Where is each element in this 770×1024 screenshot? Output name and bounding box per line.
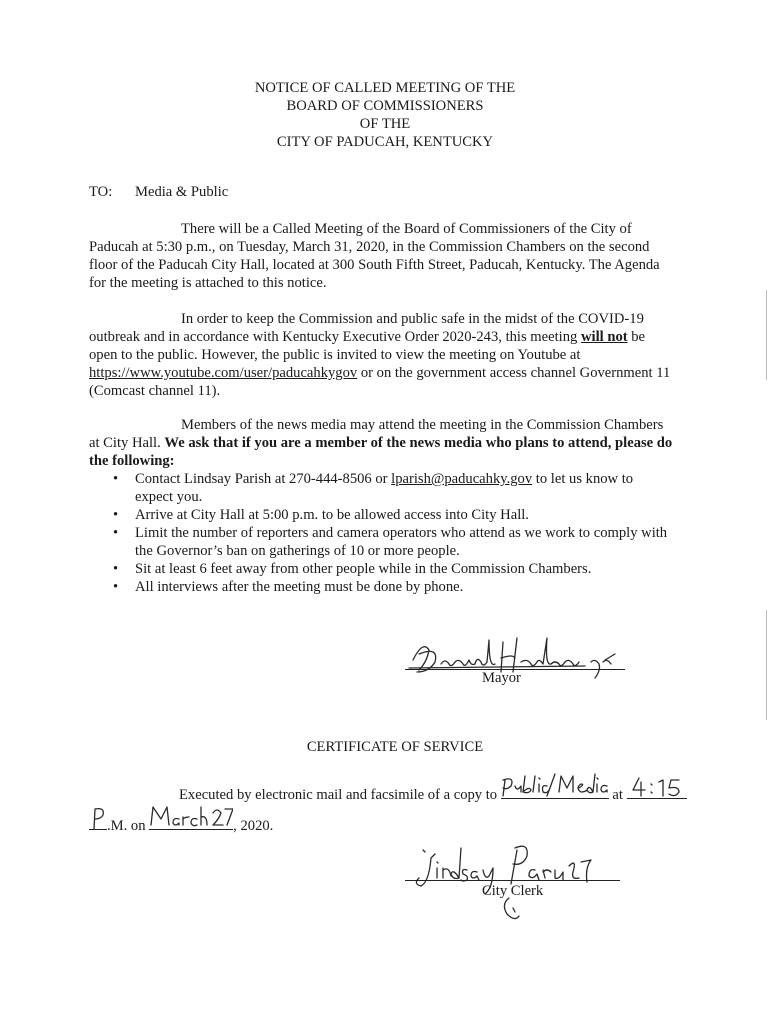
bullet-1-after: to let us know to expect you. <box>135 471 634 505</box>
heading-line-2: BOARD OF COMMISSIONERS <box>286 98 484 114</box>
date-field <box>149 815 233 830</box>
list-item <box>89 578 674 596</box>
bullet-icon: • <box>113 507 119 523</box>
paragraph-meeting-details <box>89 220 674 292</box>
paragraph-3-bold: We ask that if you are a member of the news media who plans to attend, please do the following: <box>89 435 673 469</box>
instruction-list <box>89 470 674 596</box>
notice-heading <box>0 79 770 151</box>
list-item <box>89 470 674 506</box>
recipient-handwriting <box>501 772 609 798</box>
paragraph-3-part-1: Members of the news media may attend the meeting in the Commission Chambers at City Hall. <box>89 417 664 451</box>
paragraph-2-part-3: or on the government access channel Government 11 (Comcast channel 11). <box>89 365 671 399</box>
ampm-field <box>89 815 107 830</box>
certificate-at: at <box>612 787 623 803</box>
recipient-line <box>89 184 228 201</box>
youtube-link[interactable]: https://www.youtube.com/user/paducahkygov <box>89 365 358 381</box>
heading-line-3: OF THE <box>359 116 411 132</box>
mayor-title: Mayor <box>482 670 521 686</box>
clerk-title: City Clerk <box>482 883 544 899</box>
ampm-handwriting <box>89 805 109 831</box>
paragraph-1-text: There will be a Called Meeting of the Board of Commissioners of the City of Paducah at 5:30 p.m., on Tuesday, March 31, 2020, in the Commission Chambers on the second floor of the Paducah City Hall, located at 300 South Fifth Street, Paducah, Kentucky. The Agenda for the meeting is attached to this notice. <box>89 221 660 291</box>
email-link[interactable]: lparish@paducahky.gov <box>391 471 533 487</box>
paragraph-covid-notice <box>89 310 674 400</box>
clerk-signature-line <box>405 880 620 881</box>
will-not-emphasis: will not <box>580 329 628 345</box>
heading-line-4: CITY OF PADUCAH, KENTUCKY <box>276 134 494 150</box>
certificate-pm-on: .M. on <box>107 818 146 834</box>
certificate-year: , 2020. <box>233 818 274 834</box>
scan-edge-mark <box>766 610 767 720</box>
paragraph-media-instructions <box>89 416 674 470</box>
bullet-icon: • <box>113 561 119 577</box>
bullet-icon: • <box>113 471 119 487</box>
time-field <box>627 784 687 799</box>
certificate-text: Executed by electronic mail and facsimile of a copy to <box>179 787 498 803</box>
list-item <box>89 506 674 524</box>
bullet-5-text: All interviews after the meeting must be done by phone. <box>135 579 464 595</box>
paragraph-2-part-2: be open to the public. However, the public is invited to view the meeting on Youtube at <box>89 329 646 363</box>
recipient-field <box>501 784 609 799</box>
bullet-icon: • <box>113 525 119 541</box>
to-value: Media & Public <box>135 184 229 200</box>
bullet-1-before: Contact Lindsay Parish at 270-444-8506 or <box>135 471 392 487</box>
paragraph-2-part-1: In order to keep the Commission and public safe in the midst of the COVID-19 outbreak and in accordance with Kentucky Executive Order 2020-243, this meeting <box>89 311 644 345</box>
bullet-2-text: Arrive at City Hall at 5:00 p.m. to be allowed access into City Hall. <box>135 507 529 523</box>
certificate-title: CERTIFICATE OF SERVICE <box>306 739 484 755</box>
bullet-3-text: Limit the number of reporters and camera operators who attend as we work to comply with the Governor’s ban on gatherings of 10 or more people. <box>135 525 668 559</box>
list-item <box>89 560 674 578</box>
certificate-line-2 <box>89 815 273 835</box>
bullet-4-text: Sit at least 6 feet away from other people while in the Commission Chambers. <box>135 561 592 577</box>
time-handwriting <box>629 776 685 798</box>
list-item <box>89 524 674 560</box>
certificate-line-1 <box>179 784 687 804</box>
heading-line-1: NOTICE OF CALLED MEETING OF THE <box>254 80 516 96</box>
bullet-icon: • <box>113 579 119 595</box>
to-label: TO: <box>89 184 113 200</box>
date-handwriting <box>149 803 233 829</box>
scan-edge-mark <box>766 290 767 380</box>
